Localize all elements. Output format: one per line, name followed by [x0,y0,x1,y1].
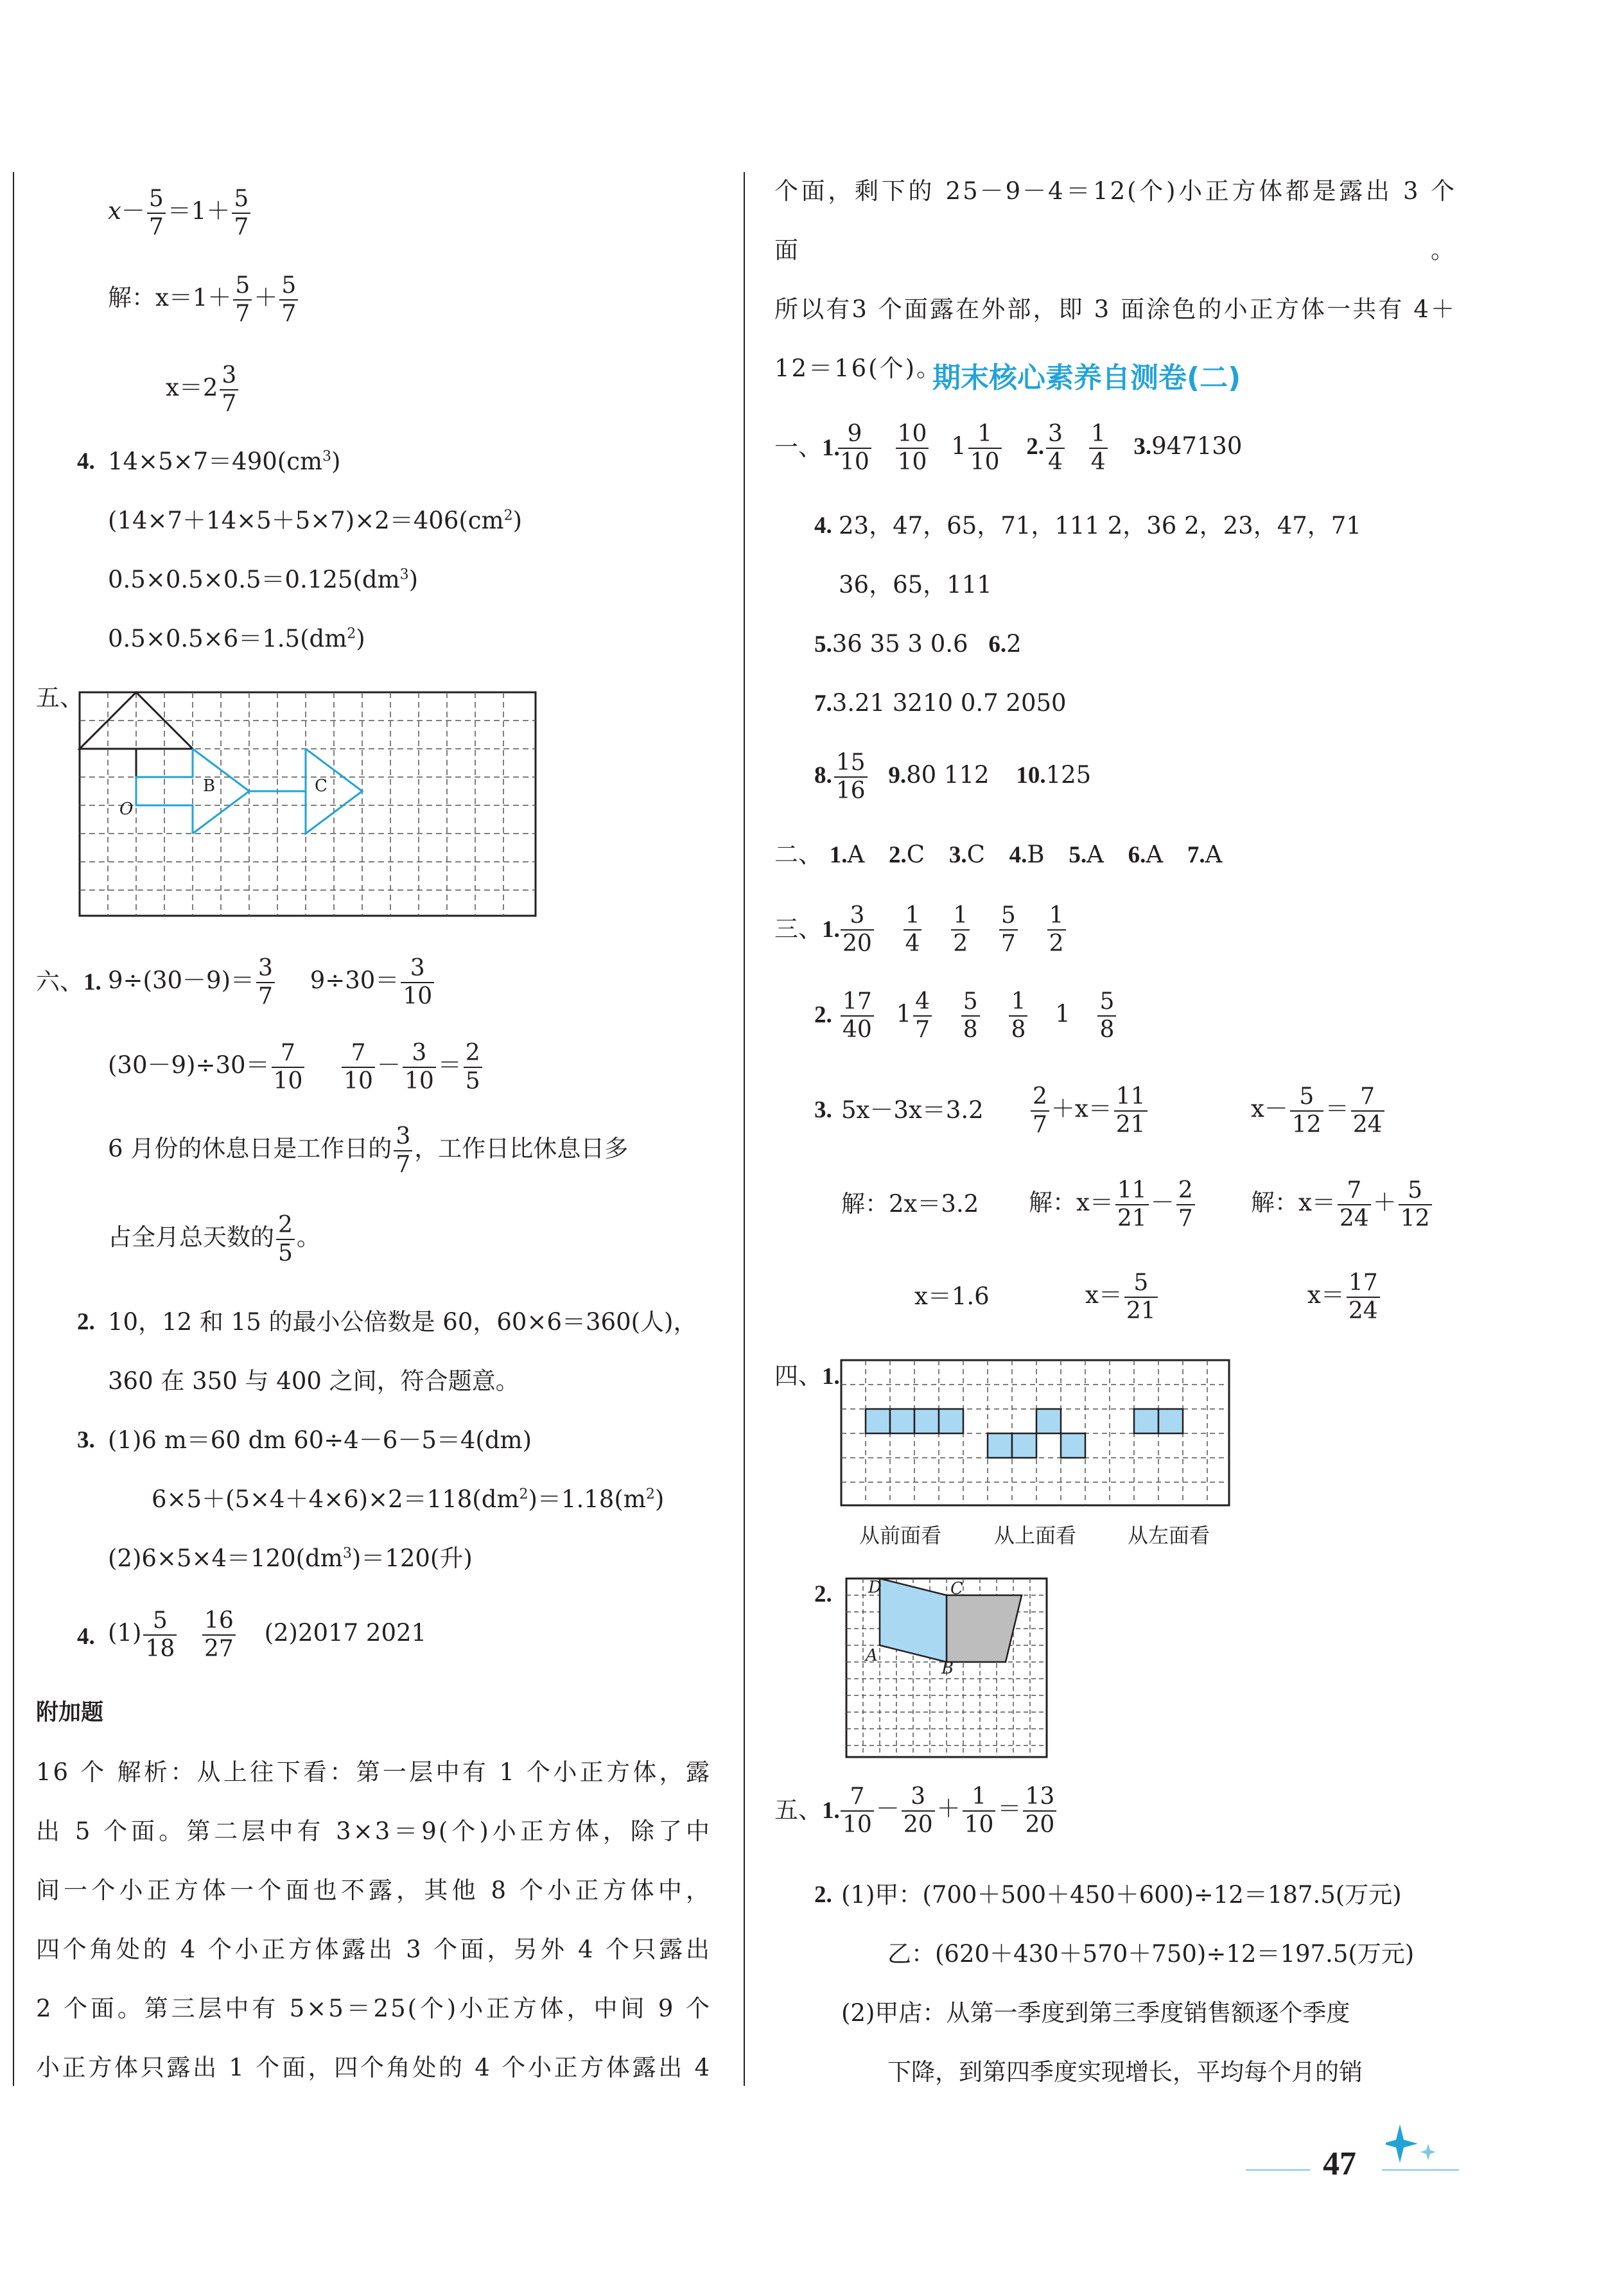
s1-q4-line-2: 36，65，111 [839,571,992,599]
s2-answers: 二、 1.A 2.C 3.C 4.B 5.A 6.A 7.A [774,841,1223,868]
s4-q2-number: 2. [814,1581,832,1607]
view-top-label: 从上面看 [994,1523,1077,1548]
s5-q2-line-2: 乙：(620＋430＋570＋750)÷12＝197.5(万元) [887,1940,1415,1968]
s6-q3-line-3: $(2)6\times 5\times 4=120(dm^3)=120$(升) [108,1544,473,1572]
point-a-label: A [866,1646,878,1665]
s3-q1-answers: $\frac{3}{20}$ $\frac{1}{4}$ $\frac{1}{2}$ $\frac{5}{7}$ $\frac{1}{2}$ [839,903,1068,956]
s1-q1-q3-answers: $\frac{9}{10}$ $\frac{10}{10}$ 1 $\frac{1}{10}$ 2. $\frac{3}{4}$ $\frac{1}{4}$ 3.947130 [836,421,1242,475]
s6-q1-text-1: 6 月份的休息日是工作日的 $\frac{3}{7}$ ，工作日比休息日多 [108,1123,629,1178]
q4-line-4: $0.5\times 0.5\times 6=1.5(dm^2)$ [108,625,365,652]
s6-q2-number: 2. [77,1309,95,1335]
s6-q3-line-1: (1)6 m＝60 dm 60÷4－6－5＝4(dm) [108,1426,532,1454]
s5-label: 五、1. [774,1796,840,1824]
s1-q4-line-1: 23，47，65，71，111 2，36 2，23，47，71 [839,512,1361,539]
s3-q3-a-2: 解：2x＝3.2 [841,1190,979,1218]
equation-3: x＝2 $\frac{3}{7}$ [166,363,240,416]
section-6-label: 六、1. [36,968,101,995]
s3-q3-c-3: x＝ $\frac{17}{24}$ [1307,1270,1382,1324]
point-c-label: C [315,776,327,796]
s5-q2-line-1: (1)甲：(700＋500＋450＋600)÷12＝187.5(万元) [841,1881,1402,1909]
bonus-question-title: 附加题 [36,1700,104,1726]
bonus-explanation: 16 个 解析：从上往下看：第一层中有 1 个小正方体，露 出 5 个面。第二层中有 3×3＝9(个)小正方体，除了中 间一个小正方体一个面也不露，其他 8 个小正方体中， 四个角处的 4 个小正方体露出 3 个面，另外 4 个只露出 2 个面。第三层中有 5×5＝25(个)小正方体，中间 9 个 小正方体只露出 1 个面，四个角处的 4 个小正方体露出 4 [36,1758,712,2081]
s3-q3-c-1: x－ $\frac{5}{12}$ ＝ $\frac{7}{24}$ [1251,1084,1386,1137]
s3-q3-b-3: x＝ $\frac{5}{21}$ [1085,1270,1160,1324]
left-border [13,172,14,2086]
s3-label: 三、1. [774,915,840,943]
point-b-label-2: B [941,1659,954,1678]
point-b-label: B [203,776,216,796]
s3-q2-number: 2. [814,1002,832,1028]
equation-1: x－ $\frac{5}{7}$ ＝1＋ $\frac{5}{7}$ [108,186,252,240]
s3-q2-answers: $\frac{17}{40}$ 1 $\frac{4}{7}$ $\frac{5}{8}$ $\frac{1}{8}$ 1 $\frac{5}{8}$ [839,989,1118,1042]
point-c-label-2: C [950,1579,963,1598]
q4-line-1: $14\times 5\times 7=490(cm^3)$ [108,448,341,475]
q4-line-3: $0.5\times 0.5\times 0.5=0.125(dm^3)$ [108,566,419,593]
s6-q4-answer: (1) $\frac{5}{18}$ $\frac{16}{27}$ (2)2017 2021 [108,1607,427,1662]
parallelogram-grid [845,1577,1051,1763]
s3-q3-a-3: x＝1.6 [914,1282,990,1310]
s6-q1-line-1: 9÷(30－9)＝ $\frac{3}{7}$ 9÷30＝ $\frac{3}{10}$ [108,956,436,1009]
s5-q2-number: 2. [814,1882,832,1908]
s1-label: 一、1. [774,433,840,461]
q4-number: 4. [77,448,95,475]
point-o-label: O [119,800,134,819]
s6-q1-line-2: (30－9)÷30＝ $\frac{7}{10}$ $\frac{7}{10}$ － $\frac{3}{10}$ ＝ $\frac{2}{5}$ [108,1040,484,1094]
bonus-explanation-continued: 个面，剩下的 25－9－4＝12(个)小正方体都是露出 3 个面。 所以有3 个面露在外部，即 3 面涂色的小正方体一共有 4＋ 12＝16(个)。 [774,177,1456,382]
s6-q3-line-2: $6\times 5+(5\times 4+4\times 6)\times 2=118(dm^2)=1.18(m^2)$ [152,1485,665,1513]
s4-label: 四、1. [774,1362,840,1390]
s6-q4-number: 4. [77,1623,95,1650]
s3-q3-number: 3. [814,1097,832,1123]
s1-q5-q6: 5.36 35 3 0.6 6.2 [814,630,1022,658]
three-views-grid [840,1359,1238,1519]
s5-q2-line-3: (2)甲店：从第一季度到第三季度销售额逐个季度 [841,1999,1350,2027]
s1-q8-q10: 8. $\frac{15}{16}$ 9.80 112 10.125 [814,749,1092,804]
section-5-label: 五、 [36,684,83,712]
footer-line-right [1382,2169,1459,2171]
s6-q2-line-2: 360 在 350 与 400 之间，符合题意。 [108,1367,520,1395]
equation-2: 解：x＝1＋ $\frac{5}{7}$ ＋ $\frac{5}{7}$ [108,273,300,326]
s3-q3-b-2: 解：x＝ $\frac{11}{21}$ － $\frac{2}{7}$ [1029,1178,1197,1231]
s6-q2-line-1: 10，12 和 15 的最小公倍数是 60，60×6＝360(人)， [108,1308,697,1336]
footer-line-left [1246,2169,1310,2171]
s5-q1-answer: $\frac{7}{10}$ － $\frac{3}{20}$ ＋ $\frac{1}{10}$ ＝ $\frac{13}{20}$ [839,1784,1058,1837]
s6-q1-text-2: 占全月总天数的 $\frac{2}{5}$ 。 [108,1212,320,1266]
s1-q4-number: 4. [814,512,832,539]
test-title: 期末核心素养自测卷(二) [932,362,1241,394]
column-divider [744,172,745,2086]
view-left-label: 从左面看 [1128,1523,1210,1548]
s3-q3-b-1: $\frac{2}{7}$ ＋x＝ $\frac{11}{21}$ [1029,1084,1149,1137]
point-d-label: D [868,1578,882,1597]
s5-q2-line-4: 下降，到第四季度实现增长，平均每个月的销 [887,2058,1363,2086]
q4-line-2: $(14\times 7+14\times 5+5\times 7)\times 2=406(cm^2)$ [108,507,523,534]
translation-grid-figure [76,681,545,918]
view-front-label: 从前面看 [859,1523,942,1548]
s3-q3-a-1: 5x－3x＝3.2 [841,1096,984,1124]
s3-q3-c-2: 解：x＝ $\frac{7}{24}$ ＋ $\frac{5}{12}$ [1251,1178,1434,1231]
sparkle-icon [1386,2123,1444,2168]
s6-q3-number: 3. [77,1427,95,1453]
s1-q7: 7.3.21 3210 0.7 2050 [814,689,1067,717]
page-number: 47 [1323,2146,1356,2182]
